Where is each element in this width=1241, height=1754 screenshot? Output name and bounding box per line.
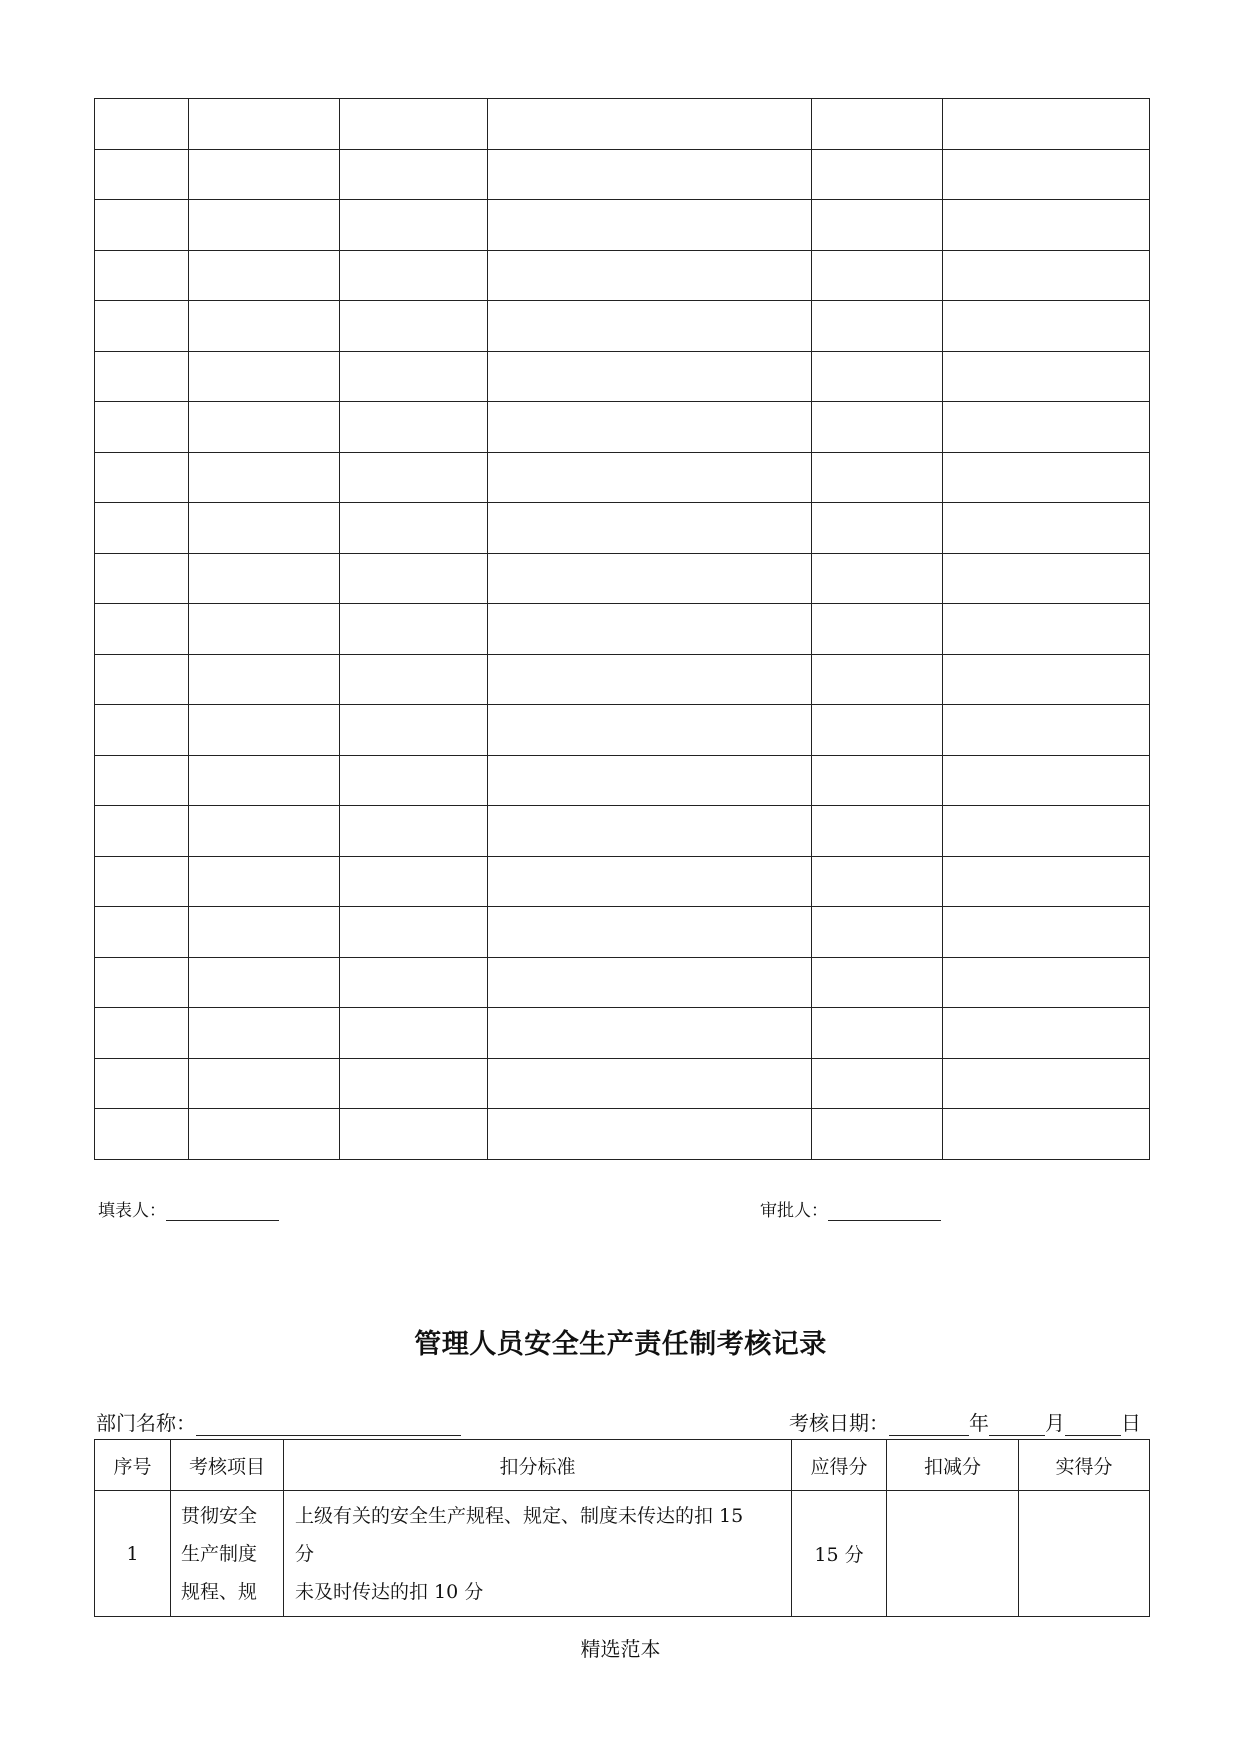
row-standard: [284, 1491, 792, 1617]
grid-cell[interactable]: [340, 503, 488, 554]
footer-text: 精选范本: [580, 1637, 661, 1661]
grid-row: [95, 705, 1150, 756]
grid-cell[interactable]: [340, 553, 488, 604]
grid-cell[interactable]: [488, 250, 812, 301]
grid-cell[interactable]: [189, 1008, 340, 1059]
grid-row: [95, 351, 1150, 402]
grid-cell[interactable]: [943, 200, 1150, 251]
grid-cell[interactable]: [340, 856, 488, 907]
grid-cell[interactable]: [943, 957, 1150, 1008]
grid-row: [95, 402, 1150, 453]
grid-cell[interactable]: [340, 907, 488, 958]
blank-record-grid: [94, 98, 1150, 1160]
grid-cell[interactable]: [95, 856, 189, 907]
grid-cell[interactable]: [943, 604, 1150, 655]
header-standard: 扣分标准: [284, 1440, 792, 1491]
grid-cell[interactable]: [812, 654, 943, 705]
grid-cell[interactable]: [340, 806, 488, 857]
item-line: 贯彻安全: [181, 1504, 258, 1527]
filler-label: 填表人：: [98, 1201, 166, 1221]
grid-cell[interactable]: [943, 705, 1150, 756]
grid-row: [95, 200, 1150, 251]
grid-cell[interactable]: [812, 1109, 943, 1160]
grid-cell[interactable]: [943, 149, 1150, 200]
grid-cell[interactable]: [488, 1109, 812, 1160]
grid-cell[interactable]: [812, 452, 943, 503]
grid-cell[interactable]: [340, 351, 488, 402]
grid-cell[interactable]: [95, 604, 189, 655]
assessment-table: [94, 1439, 1150, 1617]
grid-cell[interactable]: [812, 250, 943, 301]
grid-cell[interactable]: [812, 705, 943, 756]
grid-cell[interactable]: [95, 250, 189, 301]
grid-cell[interactable]: [189, 452, 340, 503]
day-label: 日: [1121, 1411, 1141, 1435]
grid-cell[interactable]: [488, 351, 812, 402]
grid-cell[interactable]: [95, 149, 189, 200]
grid-cell[interactable]: [943, 907, 1150, 958]
header-deduct: 扣减分: [887, 1440, 1019, 1491]
grid-cell[interactable]: [189, 99, 340, 150]
grid-cell[interactable]: [488, 99, 812, 150]
grid-cell[interactable]: [488, 957, 812, 1008]
grid-cell[interactable]: [812, 553, 943, 604]
header-score: 应得分: [792, 1440, 887, 1491]
grid-cell[interactable]: [943, 250, 1150, 301]
grid-cell[interactable]: [340, 99, 488, 150]
grid-cell[interactable]: [812, 99, 943, 150]
grid-cell[interactable]: [189, 705, 340, 756]
grid-cell[interactable]: [943, 503, 1150, 554]
grid-cell[interactable]: [189, 250, 340, 301]
grid-cell[interactable]: [189, 149, 340, 200]
grid-row: [95, 149, 1150, 200]
grid-cell[interactable]: [95, 1109, 189, 1160]
grid-row: [95, 1109, 1150, 1160]
grid-cell[interactable]: [812, 907, 943, 958]
grid-cell[interactable]: [189, 604, 340, 655]
grid-cell[interactable]: [340, 1058, 488, 1109]
grid-cell[interactable]: [95, 351, 189, 402]
grid-cell[interactable]: [812, 604, 943, 655]
grid-cell[interactable]: [812, 301, 943, 352]
grid-cell[interactable]: [943, 856, 1150, 907]
grid-cell[interactable]: [189, 200, 340, 251]
grid-row: [95, 856, 1150, 907]
grid-cell[interactable]: [943, 1008, 1150, 1059]
grid-cell[interactable]: [943, 806, 1150, 857]
grid-cell[interactable]: [95, 654, 189, 705]
grid-cell[interactable]: [812, 806, 943, 857]
date-label: 考核日期：: [789, 1411, 889, 1435]
grid-cell[interactable]: [488, 301, 812, 352]
grid-cell[interactable]: [812, 1058, 943, 1109]
grid-cell[interactable]: [95, 553, 189, 604]
grid-cell[interactable]: [189, 856, 340, 907]
grid-cell[interactable]: [95, 200, 189, 251]
row-actual[interactable]: [1019, 1491, 1150, 1617]
grid-row: [95, 1008, 1150, 1059]
grid-cell[interactable]: [95, 705, 189, 756]
header-no: 序号: [95, 1440, 171, 1491]
grid-cell[interactable]: [488, 1008, 812, 1059]
approver-label: 审批人：: [760, 1201, 828, 1221]
table-header-row: [95, 1440, 1150, 1491]
grid-cell[interactable]: [95, 1058, 189, 1109]
month-label: 月: [1045, 1411, 1065, 1435]
grid-cell[interactable]: [488, 149, 812, 200]
grid-cell[interactable]: [943, 402, 1150, 453]
grid-cell[interactable]: [340, 1008, 488, 1059]
grid-cell[interactable]: [488, 907, 812, 958]
dept-field: [96, 1407, 461, 1436]
grid-cell[interactable]: [95, 99, 189, 150]
grid-cell[interactable]: [943, 452, 1150, 503]
grid-cell[interactable]: [340, 452, 488, 503]
grid-cell[interactable]: [340, 250, 488, 301]
grid-cell[interactable]: [812, 402, 943, 453]
grid-cell[interactable]: [189, 351, 340, 402]
grid-cell[interactable]: [189, 553, 340, 604]
grid-cell[interactable]: [340, 755, 488, 806]
grid-cell[interactable]: [95, 402, 189, 453]
dept-line[interactable]: [196, 1415, 461, 1436]
grid-cell[interactable]: [189, 301, 340, 352]
grid-cell[interactable]: [189, 503, 340, 554]
year-label: 年: [969, 1411, 989, 1435]
standard-line: 未及时传达的扣 10 分: [295, 1580, 484, 1603]
grid-row: [95, 301, 1150, 352]
grid-cell[interactable]: [488, 452, 812, 503]
grid-cell[interactable]: [340, 654, 488, 705]
grid-cell[interactable]: [488, 553, 812, 604]
grid-row: [95, 654, 1150, 705]
grid-cell[interactable]: [95, 1008, 189, 1059]
grid-cell[interactable]: [488, 806, 812, 857]
page-title: 管理人员安全生产责任制考核记录: [414, 1329, 827, 1360]
grid-cell[interactable]: [488, 705, 812, 756]
grid-row: [95, 604, 1150, 655]
grid-cell[interactable]: [488, 1058, 812, 1109]
grid-row: [95, 452, 1150, 503]
grid-cell[interactable]: [943, 301, 1150, 352]
item-line: 规程、规: [181, 1580, 258, 1603]
grid-cell[interactable]: [488, 200, 812, 251]
row-item: [171, 1491, 284, 1617]
dept-label: 部门名称：: [96, 1411, 196, 1435]
grid-cell[interactable]: [189, 755, 340, 806]
grid-cell[interactable]: [488, 402, 812, 453]
grid-cell[interactable]: [340, 705, 488, 756]
grid-cell[interactable]: [189, 654, 340, 705]
grid-row: [95, 250, 1150, 301]
month-line[interactable]: [989, 1415, 1045, 1436]
grid-cell[interactable]: [488, 604, 812, 655]
grid-cell[interactable]: [943, 1058, 1150, 1109]
grid-row: [95, 957, 1150, 1008]
row-deduct[interactable]: [887, 1491, 1019, 1617]
grid-cell[interactable]: [340, 402, 488, 453]
grid-cell[interactable]: [95, 907, 189, 958]
grid-row: [95, 806, 1150, 857]
year-line[interactable]: [889, 1415, 969, 1436]
grid-cell[interactable]: [943, 351, 1150, 402]
grid-cell[interactable]: [95, 957, 189, 1008]
grid-cell[interactable]: [95, 503, 189, 554]
grid-cell[interactable]: [812, 503, 943, 554]
grid-cell[interactable]: [189, 957, 340, 1008]
approver-line[interactable]: [828, 1202, 941, 1221]
grid-row: [95, 99, 1150, 150]
grid-row: [95, 907, 1150, 958]
header-actual: 实得分: [1019, 1440, 1150, 1491]
grid-cell[interactable]: [812, 856, 943, 907]
grid-cell[interactable]: [812, 351, 943, 402]
grid-cell[interactable]: [943, 99, 1150, 150]
filler-signature: [98, 1196, 279, 1221]
grid-cell[interactable]: [943, 654, 1150, 705]
grid-cell[interactable]: [812, 200, 943, 251]
grid-cell[interactable]: [812, 957, 943, 1008]
grid-cell[interactable]: [943, 755, 1150, 806]
grid-cell[interactable]: [340, 149, 488, 200]
grid-cell[interactable]: [189, 907, 340, 958]
grid-cell[interactable]: [488, 654, 812, 705]
grid-cell[interactable]: [95, 755, 189, 806]
grid-cell[interactable]: [95, 301, 189, 352]
grid-cell[interactable]: [340, 957, 488, 1008]
grid-cell[interactable]: [340, 200, 488, 251]
item-line: 生产制度: [181, 1542, 258, 1565]
grid-cell[interactable]: [812, 1008, 943, 1059]
grid-cell[interactable]: [943, 553, 1150, 604]
grid-cell[interactable]: [95, 806, 189, 857]
grid-cell[interactable]: [943, 1109, 1150, 1160]
grid-cell[interactable]: [340, 604, 488, 655]
standard-line: 上级有关的安全生产规程、规定、制度未传达的扣 15: [295, 1504, 744, 1527]
grid-cell[interactable]: [488, 856, 812, 907]
row-no: 1: [95, 1491, 171, 1617]
grid-cell[interactable]: [340, 301, 488, 352]
grid-cell[interactable]: [488, 755, 812, 806]
grid-cell[interactable]: [488, 503, 812, 554]
grid-cell[interactable]: [812, 149, 943, 200]
day-line[interactable]: [1065, 1415, 1121, 1436]
date-field: [789, 1407, 1141, 1436]
grid-cell[interactable]: [189, 806, 340, 857]
filler-line[interactable]: [166, 1202, 279, 1221]
grid-cell[interactable]: [189, 402, 340, 453]
grid-row: [95, 755, 1150, 806]
grid-cell[interactable]: [95, 452, 189, 503]
row-score: 15 分: [792, 1491, 887, 1617]
grid-cell[interactable]: [189, 1058, 340, 1109]
grid-cell[interactable]: [340, 1109, 488, 1160]
table-row: [95, 1491, 1150, 1617]
grid-row: [95, 553, 1150, 604]
approver-signature: [760, 1196, 941, 1221]
grid-row: [95, 1058, 1150, 1109]
header-item: 考核项目: [171, 1440, 284, 1491]
grid-cell[interactable]: [812, 755, 943, 806]
grid-cell[interactable]: [189, 1109, 340, 1160]
grid-row: [95, 503, 1150, 554]
standard-line: 分: [295, 1542, 315, 1565]
